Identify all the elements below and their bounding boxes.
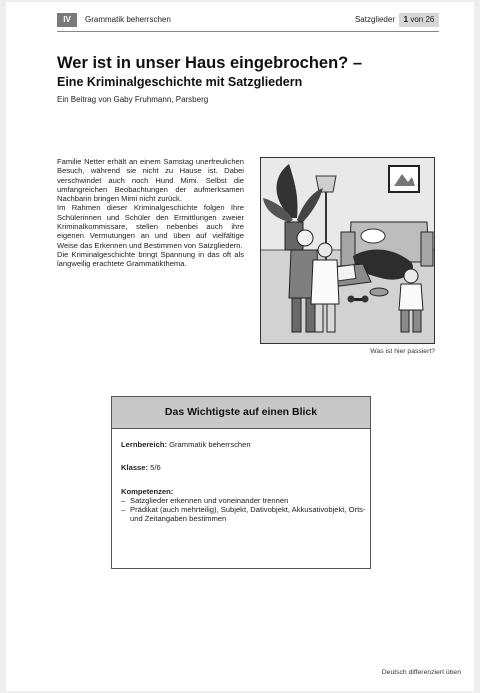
klasse-label: Klasse: — [121, 463, 149, 473]
header-subtopic: Satzglieder — [354, 15, 395, 24]
header-divider — [57, 31, 439, 32]
illustration-caption: Was ist hier passiert? — [370, 348, 435, 355]
intro-paragraph-3: Die Kriminalgeschichte bringt Spannung in das oft als langweilig erachtete Grammatikthema. — [57, 249, 244, 269]
byline: Ein Beitrag von Gaby Fruhmann, Parsberg — [57, 95, 209, 104]
page-footer: Deutsch differenziert üben — [381, 669, 461, 676]
intro-paragraph-1: Familie Netter erhält an einem Samstag unerfreulichen Besuch, während sie nicht zu Hause ist. Dabei verschwindet auch noch Hund Mimi. Selbst die umfangreichen Beobachtungen der aufmerksamen Nachbarin bringen Mimi nicht zurück. — [57, 157, 244, 204]
page-current: 1 — [403, 15, 409, 24]
intro-text — [57, 157, 244, 269]
living-room-drawing — [261, 158, 434, 343]
overview-box — [111, 396, 371, 569]
crime-scene-illustration — [260, 157, 435, 344]
page-title: Wer ist in unser Haus eingebrochen? – — [57, 54, 363, 72]
kompetenzen-label: Kompetenzen: — [121, 486, 174, 496]
kompetenzen-list — [121, 496, 366, 524]
kompetenz-item: – Satzglieder erkennen und voneinander trennen — [121, 496, 366, 505]
kompetenzen-section — [121, 487, 366, 524]
worksheet-page — [6, 2, 474, 691]
klasse-row — [121, 463, 366, 472]
header-topic: Grammatik beherrschen — [85, 15, 171, 24]
lernbereich-label: Lernbereich: — [121, 440, 167, 449]
page-total: von 26 — [410, 15, 435, 24]
page-counter — [399, 13, 439, 27]
overview-content — [121, 440, 366, 524]
overview-heading: Das Wichtigste auf einen Blick — [112, 397, 370, 429]
kompetenz-item: – Prädikat (auch mehrteilig), Subjekt, Dativobjekt, Akkusativobjekt, Orts- und Zeitangaben bestimmen — [121, 505, 366, 524]
lernbereich-value: Grammatik beherrschen — [169, 440, 251, 449]
intro-paragraph-2: Im Rahmen dieser Kriminalgeschichte folgen Ihre Schülerinnen und Schüler den Ermittlungen zweier Kriminalkommissare, stellen nebenbei auch ihre eigenen Vermutungen an und üben auf vielfältige Weise das Erkennen und Bestimmen von Satzgliedern. — [57, 203, 244, 250]
section-number-badge: IV — [57, 13, 77, 27]
lernbereich-row — [121, 440, 366, 449]
page-header — [57, 13, 439, 27]
page-subtitle: Eine Kriminalgeschichte mit Satzgliedern — [57, 75, 303, 89]
klasse-value: 5/6 — [150, 463, 161, 473]
